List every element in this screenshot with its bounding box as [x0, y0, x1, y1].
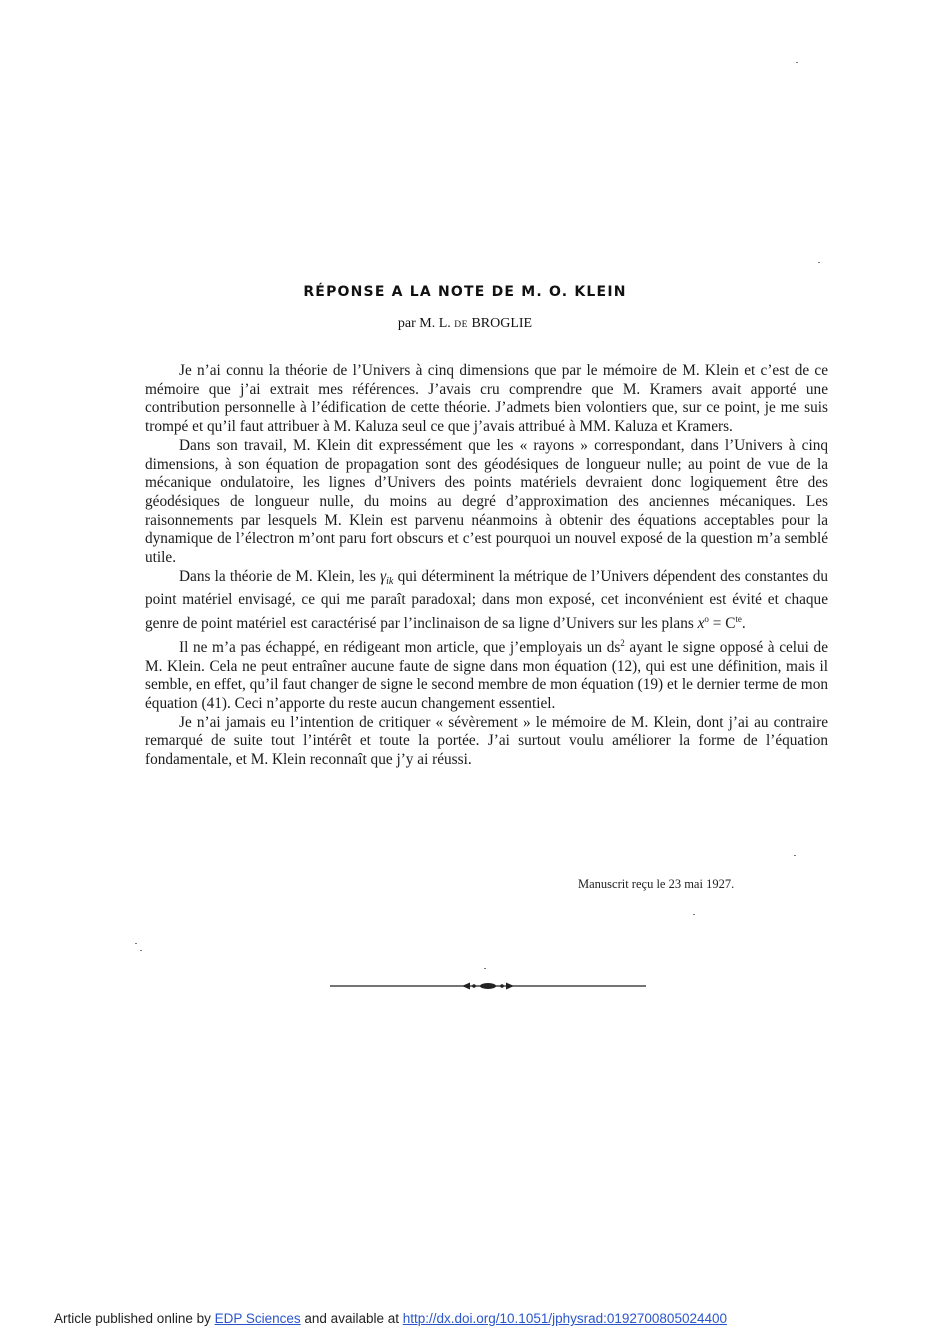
paragraph-3-text-a: Dans la théorie de M. Klein, les — [179, 567, 381, 585]
byline-particle: DE — [454, 320, 468, 330]
constant-superscript: te — [735, 614, 742, 625]
received-date: Manuscrit reçu le 23 mai 1927. — [578, 877, 735, 891]
publication-footer — [54, 1311, 727, 1326]
paragraph-5: Je n’ai jamais eu l’intention de critiquer « sévèrement » le mémoire de M. Klein, dont j’ai au contraire remarqué de suite tout l’intérêt et toute la portée. J’ai surtout voulu améliorer la forme de l’équation fondamentale, et M. Klein reconnaît que j’y ai réussi. — [145, 713, 828, 769]
scan-speck — [140, 950, 142, 951]
paragraph-3-text-b: qui déterminent la métrique de l’Univers dépendent des constantes du point matériel envisagé, ce qui me paraît paradoxal; dans mon exposé, cet inconvénient est évité et chaque genre de point matériel est caractérisé par l’inclinaison de sa ligne d’Univers sur les plans — [145, 567, 828, 633]
paragraph-4-text-a: Il ne m’a pas échappé, en rédigeant mon article, que j’employais un ds — [179, 638, 621, 656]
paragraph-1: Je n’ai connu la théorie de l’Univers à cinq dimensions que par le mémoire de M. Klein et c’est de ce mémoire que j’ai extrait mes références. J’avais cru comprendre que M. Kramers avait apporté une contribution personnelle à l’édification de cette théorie. J’admets bien volontiers que, sur ce point, je me suis trompé et qu’il faut attribuer à M. Kaluza seul ce que j’avais attribué à MM. Kaluza et Kramers. — [145, 362, 828, 436]
scan-speck — [796, 62, 798, 63]
doi-link[interactable]: http://dx.doi.org/10.1051/jphysrad:0192700805024400 — [402, 1311, 727, 1326]
paragraph-2: Dans son travail, M. Klein dit expressément que les « rayons » correspondant, dans l’Univers à cinq dimensions, à son équation de propagation sont des géodésiques de longueur nulle; au point de vue de la mécanique ondulatoire, les lignes d’Univers des points matériels devraient donc logiquement être des géodésiques de longueur nulle, du moins au degré d’approximation des anciennes mécaniques. Les raisonnements par lesquels M. Klein est parvenu néanmoins à obtenir des équations acceptables pour la dynamique de l’électron m’ont paru fort obscurs et c’est pourquoi un nouvel exposé de la question m’a semblé utile. — [145, 436, 828, 567]
end-ornament-rule — [330, 979, 646, 993]
scan-speck — [135, 943, 137, 944]
byline-prefix: par M. L. — [397, 316, 451, 331]
equals-constant: = C — [708, 615, 736, 633]
gamma-subscript: ik — [386, 575, 394, 587]
author-byline — [0, 316, 930, 332]
footer-middle: and available at — [300, 1311, 403, 1326]
scan-speck — [818, 262, 820, 263]
scan-speck — [693, 914, 695, 915]
paragraph-4-text-b: ayant le signe opposé à celui de M. Klein. Cela ne peut entraîner aucune faute de signe dans mon équation (12), qui est une définition, mais il semble, en effet, qu’il faut changer de signe le second membre de mon équation (19) et le dernier terme de mon équation (41). Ceci n’apporte du reste aucun changement essentiel. — [145, 638, 828, 712]
scan-speck — [794, 855, 796, 856]
paragraph-3-text-c: . — [741, 615, 746, 633]
article-body — [145, 362, 828, 770]
coordinate-variable: x — [697, 615, 705, 633]
ds-superscript: 2 — [620, 637, 625, 648]
byline-name: BROGLIE — [471, 316, 533, 331]
scan-speck — [484, 968, 486, 969]
publisher-link[interactable]: EDP Sciences — [214, 1311, 301, 1326]
gamma-symbol: γ — [380, 567, 387, 585]
footer-prefix: Article published online by — [54, 1311, 215, 1326]
coordinate-superscript: o — [704, 614, 709, 625]
article-title: RÉPONSE A LA NOTE DE M. O. KLEIN — [303, 284, 627, 300]
paragraph-3 — [145, 568, 828, 634]
paragraph-4 — [145, 634, 828, 714]
